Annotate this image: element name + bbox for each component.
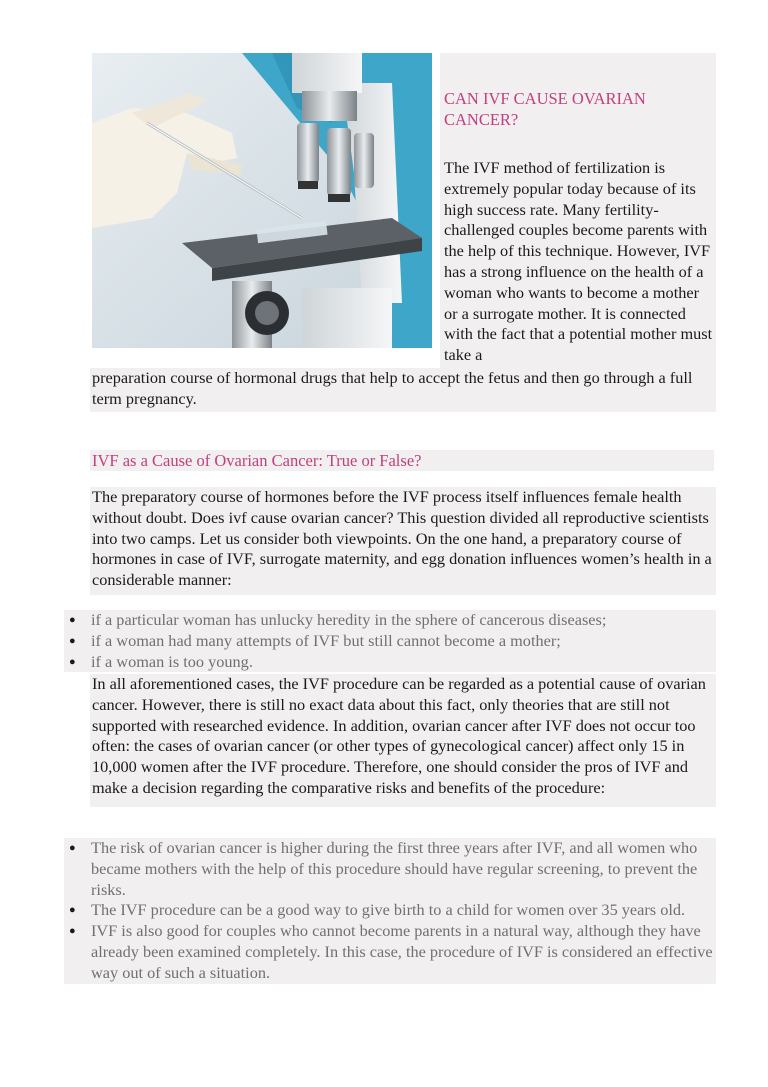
list-item: [64, 631, 716, 652]
paragraph-aforementioned-cases: In all aforementioned cases, the IVF procedure can be regarded as a potential cause of ovarian cancer. However, there is still no exact data about this fact, only theories that are still not supported with researched evidence. In addition, ovarian cancer after IVF does not occur too often: the cases of ovarian cancer (or other types of gynecological cancer) affect only 15 in 10,000 women after the IVF procedure. Therefore, one should consider the pros of IVF and make a decision regarding the comparative risks and benefits of the procedure:: [90, 674, 716, 807]
list-item-text: The risk of ovarian cancer is higher during the first three years after IVF, and all women who became mothers with the help of this procedure should have regular screening, to prevent the risks.: [91, 838, 698, 899]
intro-continued-text: preparation course of hormonal drugs that help to accept the fetus and then go through a full term pregnancy.: [90, 368, 716, 412]
list-item-text: if a particular woman has unlucky heredity in the sphere of cancerous diseases;: [91, 610, 607, 629]
list-item: [64, 838, 716, 900]
bullet-icon: ●: [69, 614, 76, 626]
list-item-text: IVF is also good for couples who cannot become parents in a natural way, although they have already been examined completely. In this case, the procedure of IVF is considered an effective way out of such a situation.: [91, 921, 713, 982]
microscope-illustration: [92, 53, 432, 348]
bullet-icon: ●: [69, 842, 76, 854]
list-item-text: if a woman had many attempts of IVF but still cannot become a mother;: [91, 630, 561, 650]
list-item: [64, 900, 716, 921]
list-item-text: The IVF procedure can be a good way to give birth to a child for women over 35 years old.: [91, 900, 686, 920]
bullet-icon: ●: [69, 904, 76, 917]
microscope-photo: [92, 53, 432, 348]
bullet-icon: ●: [69, 925, 76, 938]
risk-factors-list: [64, 610, 716, 672]
list-item: [64, 652, 716, 673]
list-item: [64, 610, 716, 631]
section-heading: IVF as a Cause of Ovarian Cancer: True or False?: [90, 450, 714, 471]
list-item-text: if a woman is too young.: [91, 651, 253, 671]
article-title: CAN IVF CAUSE OVARIAN CANCER?: [444, 89, 646, 129]
paragraph-preparatory-course: The preparatory course of hormones before the IVF process itself influences female health without doubt. Does ivf cause ovarian cancer? This question divided all reproductive scientists into two camps. Let us consider both viewpoints. On the one hand, a preparatory course of hormones in case of IVF, surrogate maternity, and egg donation influences women’s health in a considerable manner:: [90, 487, 716, 595]
bullet-icon: ●: [69, 655, 76, 668]
pros-list: [64, 838, 716, 984]
bullet-icon: ●: [69, 634, 76, 647]
list-item: [64, 921, 716, 983]
intro-text: The IVF method of fertilization is extremely popular today because of its high success rate. Many fertility-challenged couples become parents with the help of this technique. However, IVF has a strong influence on the health of a woman who wants to become a mother or a surrogate mother. It is connected with the fact that a potential mother must take a: [444, 158, 713, 365]
